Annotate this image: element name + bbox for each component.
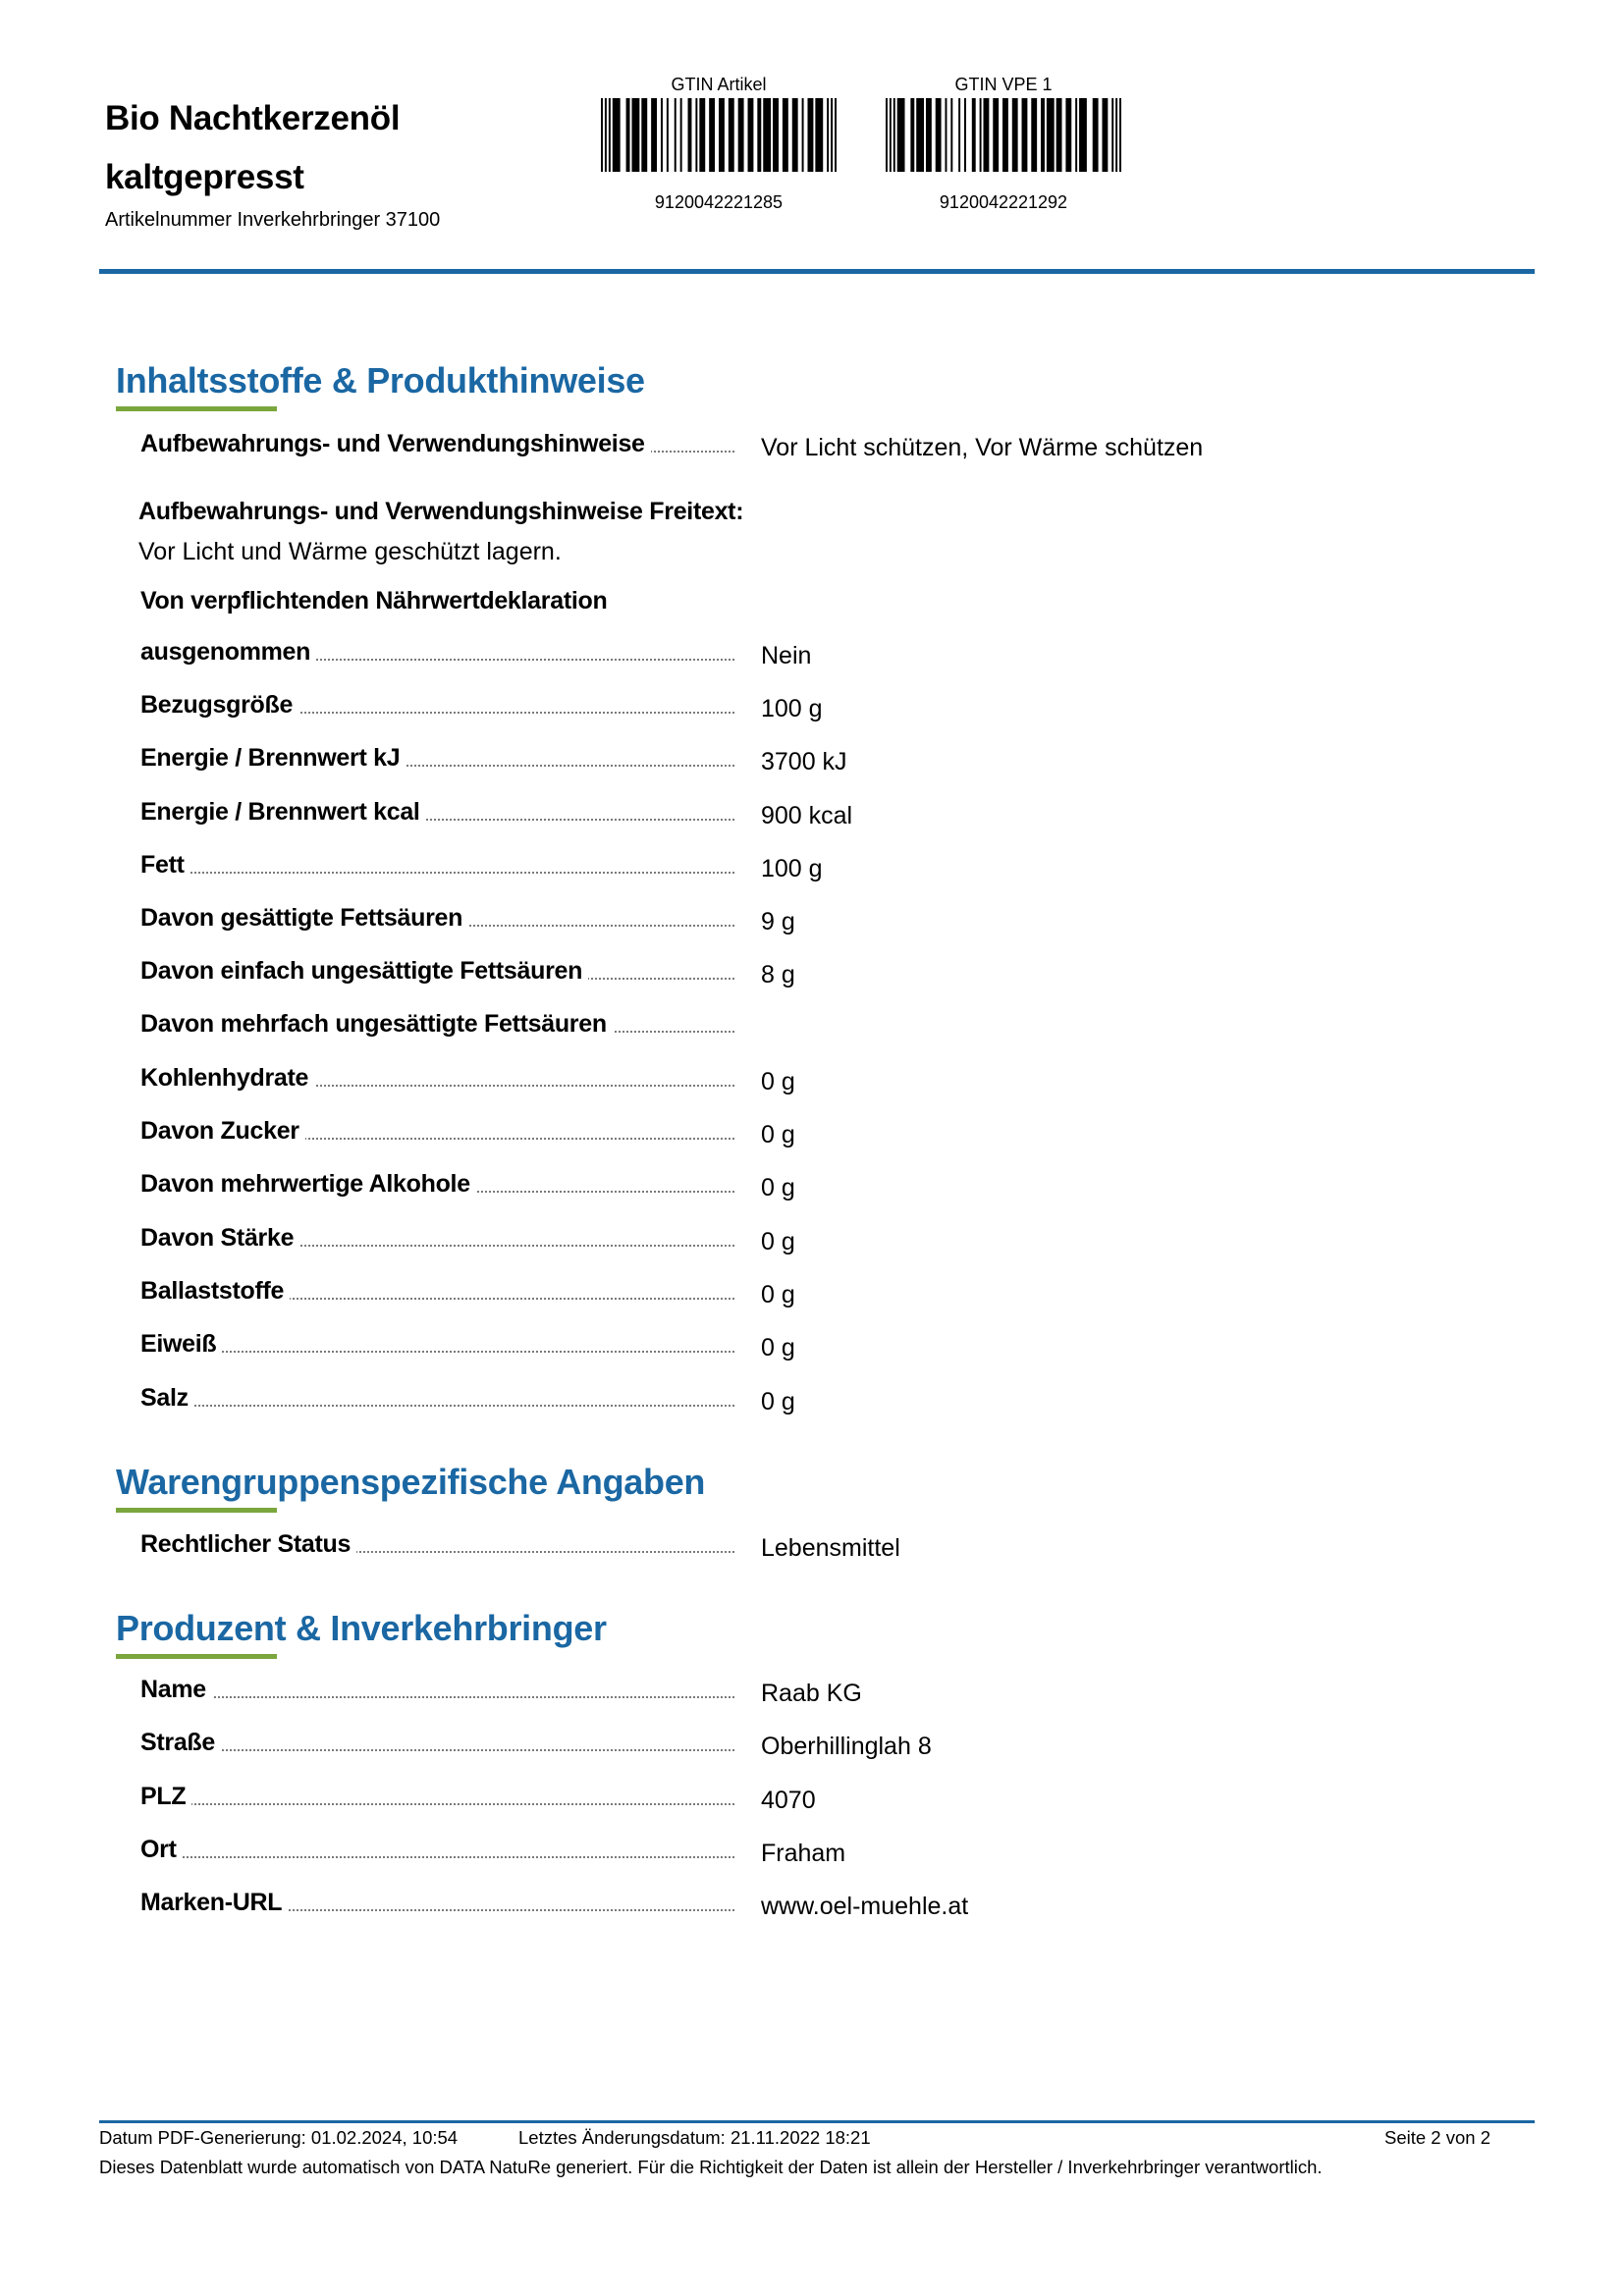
row-storage — [140, 425, 1515, 464]
barcode-number-article: 9120042221285 — [654, 192, 784, 212]
row-label: Davon mehrwertige Alkohole — [140, 1170, 476, 1199]
row-value: Oberhillinglah 8 — [761, 1733, 932, 1760]
barcode-article-icon — [601, 98, 837, 172]
table-row — [140, 1671, 1515, 1710]
section-underline — [116, 1508, 277, 1513]
header-divider — [99, 269, 1535, 274]
row-label: ausgenommen — [140, 638, 316, 667]
dotted-leader — [140, 1856, 734, 1858]
article-number: Artikelnummer Inverkehrbringer 37100 — [105, 209, 441, 231]
row-label: Kohlenhydrate — [140, 1064, 314, 1093]
barcode-bar — [699, 98, 705, 172]
barcode-bar — [605, 98, 607, 172]
barcode-bar — [675, 98, 677, 172]
barcode-bar — [613, 98, 621, 172]
barcode-bar — [802, 98, 804, 172]
row-value: Raab KG — [761, 1680, 862, 1707]
table-row — [140, 1165, 1515, 1204]
barcode-bar — [835, 98, 837, 172]
table-row — [140, 1059, 1515, 1098]
dotted-leader — [140, 1696, 734, 1698]
row-value: 0 g — [761, 1121, 795, 1148]
barcode-bar — [626, 98, 630, 172]
barcode-bar — [1102, 98, 1108, 172]
row-label: Davon einfach ungesättigte Fettsäuren — [140, 957, 588, 986]
table-row — [140, 1325, 1515, 1364]
row-value: 0 g — [761, 1174, 795, 1201]
barcode-bar — [1002, 98, 1008, 172]
table-row — [140, 1778, 1515, 1817]
barcode-bar — [738, 98, 744, 172]
row-value: 3700 kJ — [761, 748, 847, 775]
barcode-bar — [773, 98, 779, 172]
row-value: 9 g — [761, 908, 795, 935]
barcode-bar — [916, 98, 924, 172]
barcode-number-vpe: 9120042221292 — [939, 192, 1068, 212]
barcode-label-vpe: GTIN VPE 1 — [954, 75, 1053, 94]
row-value: 100 g — [761, 855, 823, 882]
product-title-line2: kaltgepresst — [105, 158, 304, 196]
table-row — [140, 1272, 1515, 1311]
row-label: Straße — [140, 1729, 221, 1757]
dotted-leader — [140, 1803, 734, 1805]
barcode-bar — [936, 98, 942, 172]
barcode-bar — [688, 98, 692, 172]
table-row — [140, 739, 1515, 778]
dotted-leader — [140, 872, 734, 874]
footer-page-number: Seite 2 von 2 — [1384, 2127, 1490, 2148]
table-row — [140, 899, 1515, 938]
section-underline — [116, 406, 277, 411]
section-title-producer: Produzent & Inverkehrbringer — [116, 1608, 607, 1648]
row-value: Lebensmittel — [761, 1534, 900, 1562]
barcode-bar — [893, 98, 895, 172]
dotted-leader — [140, 1405, 734, 1407]
barcode-bar — [972, 98, 976, 172]
table-row — [140, 1005, 1515, 1044]
row-label: Fett — [140, 851, 190, 880]
barcode-bar — [748, 98, 754, 172]
barcode-bar — [890, 98, 892, 172]
barcode-bar — [783, 98, 788, 172]
row-value: 900 kcal — [761, 802, 853, 829]
row-label: Ballaststoffe — [140, 1277, 290, 1306]
barcode-bar — [958, 98, 960, 172]
barcode-bar — [641, 98, 647, 172]
barcode-bar — [1119, 98, 1121, 172]
barcode-bar — [1075, 98, 1077, 172]
section-title-product-group: Warengruppenspezifische Angaben — [116, 1462, 706, 1502]
row-value: 0 g — [761, 1388, 795, 1415]
barcode-bar — [729, 98, 734, 172]
barcode-bar — [631, 98, 639, 172]
row-exempt — [140, 633, 1515, 672]
barcode-bar — [601, 98, 603, 172]
row-label: Aufbewahrungs- und Verwendungshinweise — [140, 430, 651, 458]
row-label: Davon Zucker — [140, 1117, 305, 1146]
freetext-label: Aufbewahrungs- und Verwendungshinweise Freitext: — [138, 498, 744, 525]
row-value: 0 g — [761, 1281, 795, 1308]
barcode-bar — [993, 98, 999, 172]
row-label: Ort — [140, 1836, 183, 1864]
barcode-vpe-icon — [886, 98, 1121, 172]
row-label: Davon gesättigte Fettsäuren — [140, 904, 468, 933]
row-value: 4070 — [761, 1787, 816, 1814]
barcode-bar — [1065, 98, 1071, 172]
row-value: Nein — [761, 642, 812, 669]
row-label: Davon Stärke — [140, 1224, 299, 1253]
barcode-bar — [815, 98, 823, 172]
barcode-bar — [1079, 98, 1087, 172]
footer-modified-date: Letztes Änderungsdatum: 21.11.2022 18:21 — [518, 2127, 871, 2148]
barcode-bar — [757, 98, 761, 172]
barcode-bar — [1012, 98, 1018, 172]
exempt-label-line1: Von verpflichtenden Nährwertdeklaration — [140, 587, 608, 614]
table-row — [140, 1724, 1515, 1763]
row-value: 100 g — [761, 695, 823, 722]
barcode-bar — [984, 98, 990, 172]
barcode-bar — [1115, 98, 1117, 172]
barcode-bar — [1031, 98, 1037, 172]
row-label: Name — [140, 1676, 212, 1704]
barcode-bar — [1041, 98, 1045, 172]
row-label: Eiweiß — [140, 1330, 222, 1359]
row-value: 0 g — [761, 1334, 795, 1362]
barcode-bar — [827, 98, 829, 172]
table-row — [140, 793, 1515, 832]
footer-disclaimer: Dieses Datenblatt wurde automatisch von DATA NatuRe generiert. Für die Richtigkeit der Daten ist allein der Hersteller / Inverkehrbringer verantwortlich. — [99, 2157, 1323, 2177]
barcode-bar — [667, 98, 669, 172]
barcode-bar — [897, 98, 905, 172]
table-row — [140, 1219, 1515, 1258]
table-row — [140, 1379, 1515, 1418]
dotted-leader — [140, 1749, 734, 1751]
footer-divider — [99, 2120, 1535, 2123]
row-label: Rechtlicher Status — [140, 1530, 356, 1559]
row-value: www.oel-muehle.at — [761, 1893, 969, 1920]
barcode-bar — [831, 98, 833, 172]
barcode-bar — [709, 98, 715, 172]
barcode-bar — [926, 98, 932, 172]
barcode-bar — [964, 98, 966, 172]
row-value: 0 g — [761, 1068, 795, 1095]
barcode-bar — [661, 98, 663, 172]
table-row — [140, 1831, 1515, 1870]
row-label: Marken-URL — [140, 1889, 288, 1917]
section-title-ingredients: Inhaltsstoffe & Produkthinweise — [116, 360, 645, 400]
section-underline — [116, 1654, 277, 1659]
barcode-bar — [695, 98, 697, 172]
row-value: 0 g — [761, 1228, 795, 1255]
table-row — [140, 952, 1515, 991]
table-row — [140, 1884, 1515, 1923]
row-value: Vor Licht schützen, Vor Wärme schützen — [761, 434, 1204, 461]
row-value: 8 g — [761, 961, 795, 988]
barcode-bar — [792, 98, 798, 172]
row-label: Salz — [140, 1384, 194, 1413]
product-title-line1: Bio Nachtkerzenöl — [105, 99, 401, 137]
barcode-bar — [950, 98, 952, 172]
barcode-bar — [719, 98, 725, 172]
barcode-bar — [945, 98, 947, 172]
table-row — [140, 846, 1515, 885]
barcode-bar — [680, 98, 682, 172]
barcode-label-article: GTIN Artikel — [671, 75, 767, 94]
barcode-bar — [1093, 98, 1099, 172]
dotted-leader — [140, 1351, 734, 1353]
row-label: PLZ — [140, 1783, 191, 1811]
row-label: Energie / Brennwert kcal — [140, 798, 426, 827]
footer-generated-date: Datum PDF-Generierung: 01.02.2024, 10:54 — [99, 2127, 459, 2148]
barcode-bar — [1111, 98, 1113, 172]
table-row — [140, 686, 1515, 725]
barcode-bar — [763, 98, 771, 172]
barcode-bar — [910, 98, 914, 172]
barcode-bar — [1047, 98, 1055, 172]
row-label: Energie / Brennwert kJ — [140, 744, 406, 773]
barcode-bar — [980, 98, 982, 172]
barcode-bar — [886, 98, 888, 172]
table-row — [140, 1525, 1515, 1565]
barcode-bar — [807, 98, 813, 172]
freetext-value: Vor Licht und Wärme geschützt lagern. — [138, 538, 562, 565]
row-label: Bezugsgröße — [140, 691, 298, 720]
barcode-bar — [609, 98, 611, 172]
barcode-bar — [1022, 98, 1028, 172]
barcode-bar — [651, 98, 657, 172]
row-label: Davon mehrfach ungesättigte Fettsäuren — [140, 1010, 613, 1039]
barcode-bar — [1056, 98, 1062, 172]
table-row — [140, 1112, 1515, 1151]
row-value: Fraham — [761, 1840, 846, 1867]
